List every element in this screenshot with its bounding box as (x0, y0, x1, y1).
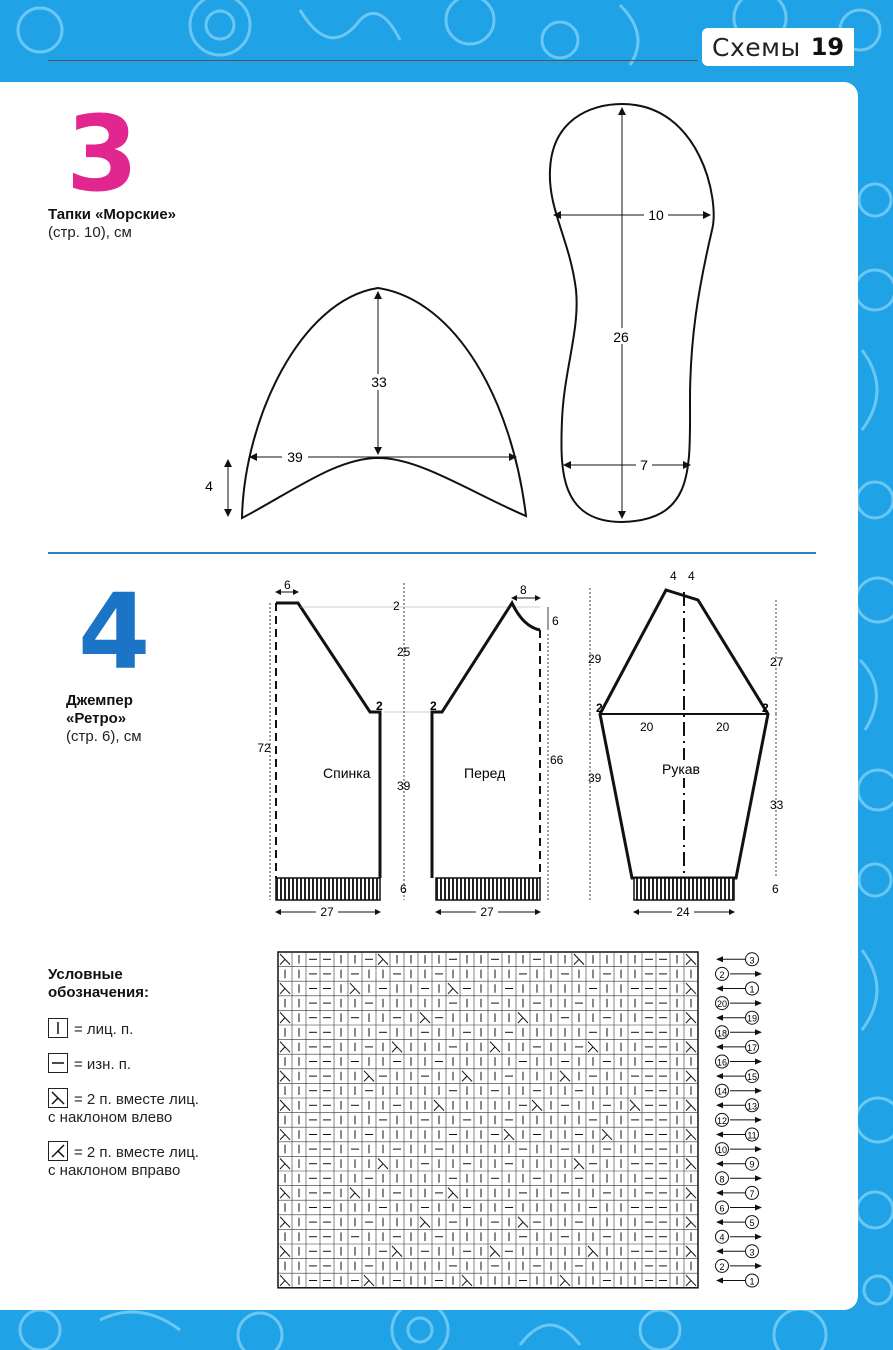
sleeve-low-right-label: 33 (770, 798, 784, 812)
section-title: Схемы (712, 32, 801, 62)
front-corner-label: 2 (430, 699, 437, 713)
sleeve-side-left-label: 2 (596, 701, 603, 715)
legend-item-k2tog-left (48, 1088, 268, 1127)
sleeve-piece (588, 569, 784, 919)
slipper-sole-shape (550, 104, 714, 522)
front-name: Перед (464, 765, 506, 781)
svg-text:3: 3 (749, 955, 755, 966)
front-width-label: 27 (480, 905, 494, 919)
pattern-4-ref: (стр. 6), см (66, 728, 142, 745)
back-top-label: 2 (393, 599, 400, 613)
row-label (716, 1172, 763, 1185)
row-label (716, 1084, 763, 1097)
svg-text:2: 2 (719, 969, 725, 980)
pattern-3-ref: (стр. 10), см (48, 224, 132, 241)
sleeve-cap-left-label: 29 (588, 652, 602, 666)
slipper-diagram (0, 82, 858, 552)
svg-text:9: 9 (749, 1159, 755, 1170)
legend-item-knit (48, 1018, 268, 1039)
back-body-label: 39 (397, 779, 411, 793)
sole-length-label: 26 (613, 329, 629, 345)
row-label (716, 1245, 759, 1258)
back-total-label: 72 (257, 741, 271, 755)
svg-text:15: 15 (746, 1072, 758, 1083)
section-divider (48, 552, 816, 554)
svg-text:18: 18 (716, 1028, 728, 1039)
sole-top-width-label: 10 (648, 207, 664, 223)
row-label (716, 1113, 763, 1126)
header-rule (48, 60, 698, 61)
back-width-label: 27 (320, 905, 334, 919)
pattern-4-title-2: «Ретро» (66, 710, 127, 727)
svg-text:11: 11 (747, 1130, 757, 1141)
row-label (716, 982, 759, 995)
sleeve-cap-right-label: 27 (770, 655, 784, 669)
svg-text:19: 19 (746, 1013, 758, 1024)
sleeve-rib-label: 6 (772, 882, 779, 896)
legend-k2tog-right-text: = 2 п. вместе лиц. (74, 1144, 199, 1161)
row-label (716, 1143, 763, 1156)
sleeve-top-left-label: 4 (670, 569, 677, 583)
row-label (716, 1186, 759, 1199)
row-label (716, 1040, 759, 1053)
legend-knit-text: = лиц. п. (74, 1021, 134, 1038)
legend-k2tog-left-text: = 2 п. вместе лиц. (74, 1091, 199, 1108)
svg-text:20: 20 (716, 999, 728, 1010)
svg-text:7: 7 (749, 1188, 755, 1199)
stitch-chart (270, 946, 770, 1294)
legend-k2tog-left-text2: с наклоном влево (48, 1109, 173, 1126)
page-header (702, 28, 854, 66)
sleeve-half-left-label: 20 (640, 720, 654, 734)
svg-text:16: 16 (716, 1057, 728, 1068)
row-label (716, 1055, 763, 1068)
svg-text:1: 1 (749, 1276, 755, 1287)
back-shoulder-label: 6 (284, 578, 291, 592)
slipper-top-shape (242, 288, 526, 518)
row-label (716, 1128, 759, 1141)
sleeve-side-right-label: 2 (762, 701, 769, 715)
knit-icon (48, 1018, 68, 1038)
back-name: Спинка (323, 765, 371, 781)
row-label (716, 1011, 759, 1024)
svg-text:3: 3 (749, 1247, 755, 1258)
row-label (716, 1157, 759, 1170)
svg-text:10: 10 (716, 1145, 728, 1156)
row-label (716, 967, 763, 980)
row-label (716, 1070, 759, 1083)
back-piece (257, 578, 383, 919)
svg-text:2: 2 (719, 1261, 725, 1272)
row-label (716, 953, 759, 966)
svg-text:5: 5 (749, 1218, 755, 1229)
front-piece (430, 583, 564, 919)
back-corner-label: 2 (376, 699, 383, 713)
pattern-4-caption (66, 692, 142, 746)
slipper-top-height-label: 33 (371, 374, 387, 390)
legend-title (48, 966, 268, 1002)
legend-title-2: обозначения: (48, 984, 149, 1001)
pattern-3-title: Тапки «Морские» (48, 206, 177, 223)
sleeve-name: Рукав (662, 761, 700, 777)
row-label (716, 1201, 763, 1214)
k2tog-left-icon (48, 1088, 68, 1108)
front-neck-drop-label: 6 (552, 614, 559, 628)
front-neck-label: 8 (520, 583, 527, 597)
row-label (716, 1099, 759, 1112)
front-total-label: 66 (550, 753, 564, 767)
row-label (716, 1259, 763, 1272)
row-label (716, 1026, 763, 1039)
legend-k2tog-right-text2: с наклоном вправо (48, 1162, 181, 1179)
svg-text:12: 12 (716, 1115, 728, 1126)
row-label (716, 1216, 759, 1229)
legend-purl-text: = изн. п. (74, 1056, 132, 1073)
page-number: 19 (810, 33, 845, 61)
slipper-side-label: 4 (205, 478, 213, 494)
center-dimensions (300, 583, 540, 900)
row-label (716, 1274, 759, 1287)
svg-text:6: 6 (719, 1203, 725, 1214)
k2tog-right-icon (48, 1141, 68, 1161)
back-armhole-label: 25 (397, 645, 411, 659)
jumper-diagram (250, 566, 790, 926)
pattern-3-number: 3 (66, 93, 139, 215)
svg-text:8: 8 (719, 1174, 725, 1185)
sleeve-cuff-label: 24 (676, 905, 690, 919)
legend-title-1: Условные (48, 966, 123, 983)
sleeve-half-right-label: 20 (716, 720, 730, 734)
sleeve-low-left-label: 39 (588, 771, 602, 785)
svg-text:17: 17 (746, 1042, 758, 1053)
sleeve-top-right-label: 4 (688, 569, 695, 583)
svg-text:1: 1 (749, 984, 755, 995)
back-rib-label: 6 (400, 882, 407, 896)
legend-item-k2tog-right (48, 1141, 268, 1180)
sole-heel-width-label: 7 (640, 457, 648, 473)
legend-item-purl (48, 1053, 268, 1074)
row-label (716, 997, 763, 1010)
svg-text:13: 13 (746, 1101, 758, 1112)
pattern-4-title-1: Джемпер (66, 692, 133, 709)
svg-text:14: 14 (716, 1086, 728, 1097)
legend (48, 966, 268, 1194)
pattern-4-number: 4 (78, 571, 151, 693)
svg-text:4: 4 (719, 1232, 725, 1243)
row-label (716, 1230, 763, 1243)
purl-icon (48, 1053, 68, 1073)
slipper-top-width-label: 39 (287, 449, 303, 465)
